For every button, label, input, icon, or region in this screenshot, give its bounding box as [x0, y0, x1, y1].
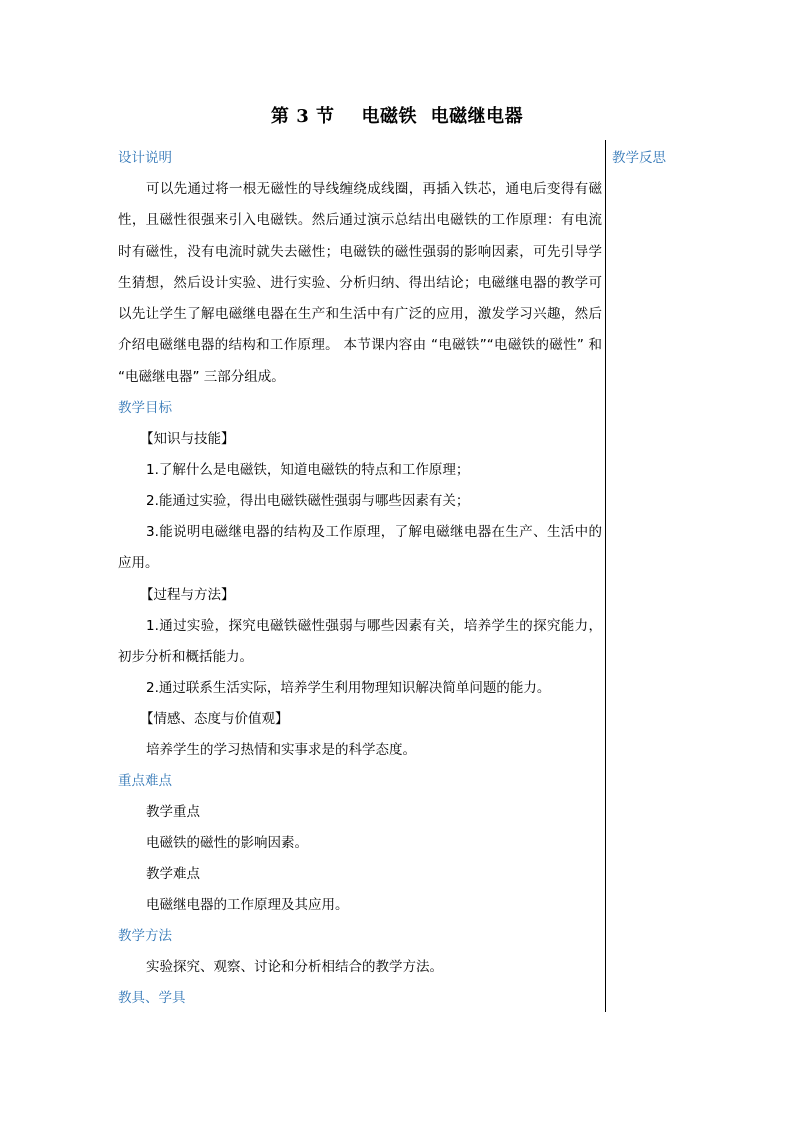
key-points-heading: 重点难点 [118, 773, 172, 790]
difficulty-text: 电磁继电器的工作原理及其应用。 [146, 897, 349, 914]
reflection-column [612, 143, 732, 174]
focus-label: 教学重点 [146, 804, 200, 821]
process-label: 【过程与方法】 [140, 586, 235, 603]
design-body: 可以先通过将一根无磁性的导线缠绕成线圈，再插入铁芯，通电后变得有磁性，且磁性很强来引入电磁铁。然后通过演示总结出电磁铁的工作原理：有电流时有磁性，没有电流时就失去磁性；电磁铁的磁性强弱的影响因素，可先引导学生猜想，然后设计实验、进行实验、分析归纳、得出结论；电磁继电器的教学可以先让学生了解电磁继电器在生产和生活中有广泛的应用，激发学习兴趣，然后介绍电磁继电器的结构和工作原理。 本节课内容由 “电磁铁”“电磁铁的磁性” 和 “电磁继电器” 三部分组成。 [118, 181, 602, 385]
main-column [118, 143, 602, 1014]
method-text: 实验探究、观察、讨论和分析相结合的教学方法。 [146, 959, 443, 976]
column-divider [605, 140, 606, 1012]
emotion-label: 【情感、态度与价值观】 [140, 711, 289, 728]
design-heading: 设计说明 [118, 150, 172, 166]
process-item-2: 2.通过联系生活实际，培养学生利用物理知识解决简单问题的能力。 [146, 680, 551, 697]
knowledge-label: 【知识与技能】 [140, 431, 235, 448]
method-heading: 教学方法 [118, 928, 172, 945]
focus-text: 电磁铁的磁性的影响因素。 [146, 835, 308, 852]
emotion-text: 培养学生的学习热情和实事求是的科学态度。 [146, 742, 416, 759]
difficulty-label: 教学难点 [146, 866, 200, 883]
objectives-heading: 教学目标 [118, 400, 172, 417]
knowledge-item-2: 2.能通过实验，得出电磁铁磁性强弱与哪些因素有关； [146, 493, 470, 510]
knowledge-item-3: 3.能说明电磁继电器的结构及工作原理，了解电磁继电器在生产、生活中的应用。 [118, 524, 602, 572]
tools-heading: 教具、学具 [118, 990, 186, 1007]
process-item-1: 1.通过实验，探究电磁铁磁性强弱与哪些因素有关，培养学生的探究能力，初步分析和概括能力。 [118, 617, 602, 665]
knowledge-item-1: 1.了解什么是电磁铁，知道电磁铁的特点和工作原理； [146, 462, 470, 479]
page-title: 第 3 节 电磁铁 电磁继电器 [270, 106, 524, 127]
reflection-heading: 教学反思 [612, 150, 666, 166]
